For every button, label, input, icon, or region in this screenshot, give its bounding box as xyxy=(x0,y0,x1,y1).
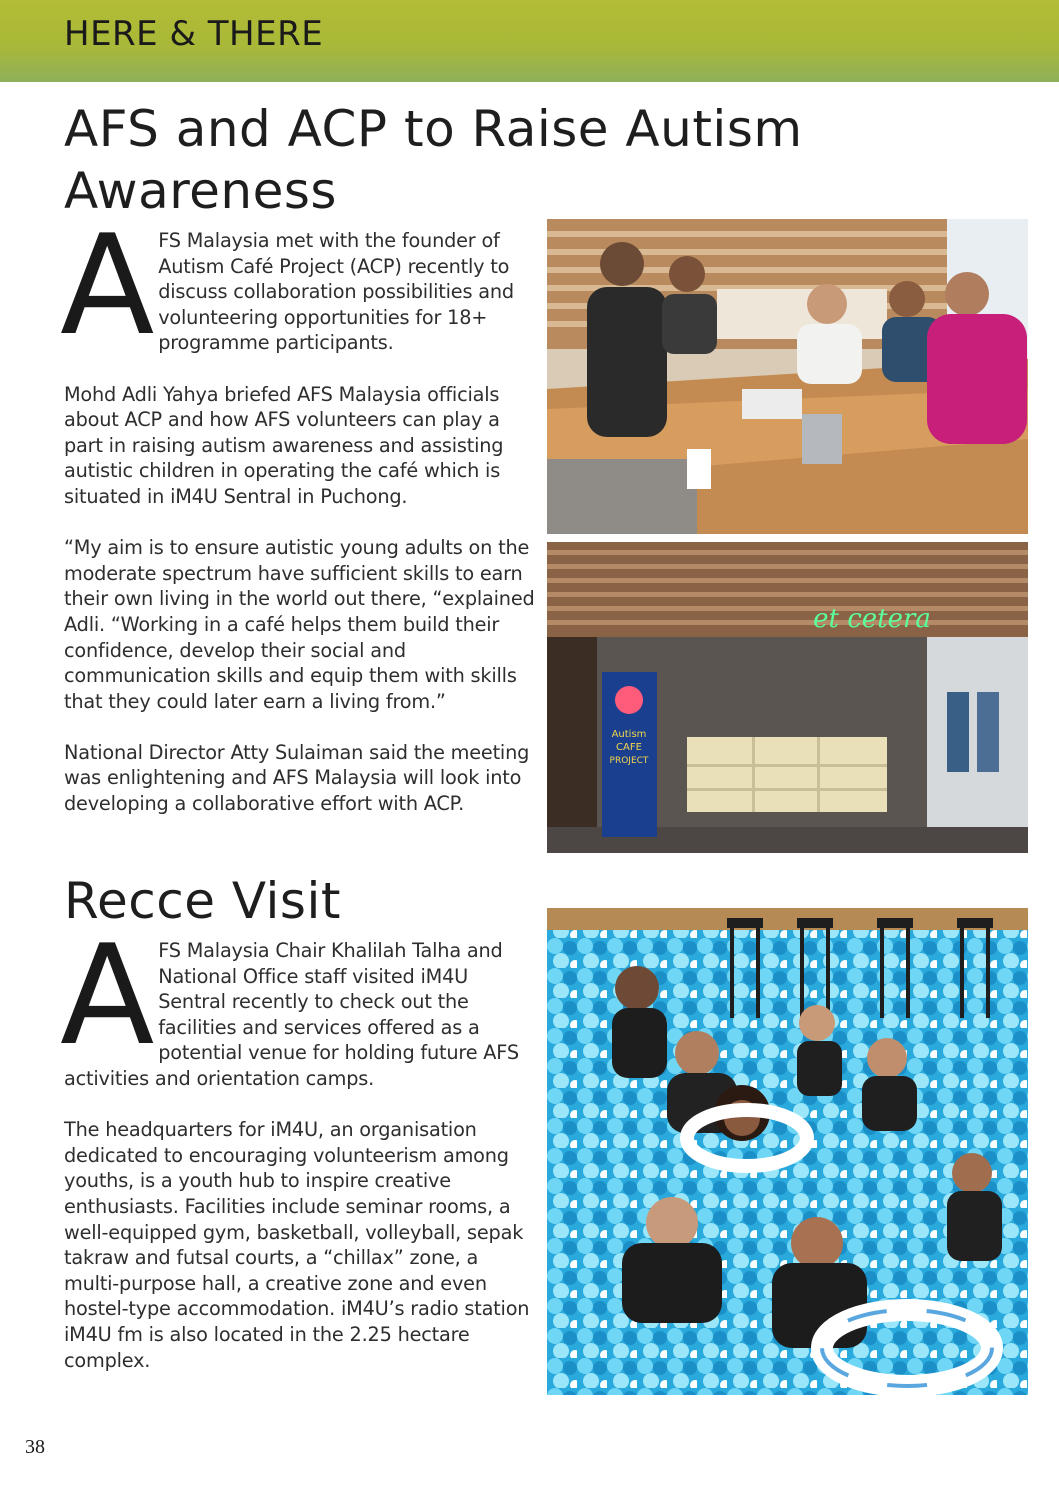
article-title-recce: Recce Visit xyxy=(64,872,341,930)
article-paragraph: The headquarters for iM4U, an organisation dedicated to encouraging volunteerism among youths, is a youth hub to inspire creative enthusiasts. Facilities include seminar rooms, a well-equipped gym, basketball, volleyball, sepak takraw and futsal courts, a “chillax” zone, a multi-purpose hall, a creative zone and even hostel-type accommodation. iM4U’s radio station iM4U fm is also located in the 2.25 hectare complex. xyxy=(64,1118,530,1372)
article-body-recce xyxy=(60,915,536,1399)
article-paragraph: National Director Atty Sulaiman said the meeting was enlightening and AFS Malaysia will look into developing a collaborative effort with ACP. xyxy=(64,740,530,816)
article-body-autism xyxy=(60,205,536,842)
banner-text-3: PROJECT xyxy=(609,756,649,766)
article-paragraph: “My aim is to ensure autistic young adults on the moderate spectrum have sufficient skills to earn their own living in the world out there, “explained Adli. “Working in a café helps them build their confidence, develop their social and communication skills and equip them with skills that they could later earn a living from.” xyxy=(64,536,535,713)
drop-cap: A xyxy=(60,915,155,1076)
neon-sign-text: et cetera xyxy=(813,604,931,634)
banner-text-1: Autism xyxy=(611,729,647,740)
photo-cafe-meeting xyxy=(547,219,1028,534)
article-paragraph: Mohd Adli Yahya briefed AFS Malaysia officials about ACP and how AFS volunteers can play a part in raising autism awareness and assisting autistic children in operating the café which is situated in iM4U Sentral in Puchong. xyxy=(64,382,504,508)
photo-cafe-storefront xyxy=(547,542,1028,853)
article-paragraph: AFS Malaysia met with the founder of Autism Café Project (ACP) recently to discuss collaboration possibilities and volunteering opportunities for 18+ programme participants. xyxy=(60,205,514,366)
drop-cap: A xyxy=(60,205,155,366)
photo-ball-pit xyxy=(547,908,1028,1395)
banner-text-2: CAFE xyxy=(616,742,642,753)
article-paragraph: AFS Malaysia Chair Khalilah Talha and National Office staff visited iM4U Sentral recently to check out the facilities and services offered as a potential venue for holding future AFS activities and orientation camps. xyxy=(60,915,519,1090)
page-number: 38 xyxy=(25,1436,45,1458)
section-label: HERE & THERE xyxy=(64,14,324,54)
article-title-autism: AFS and ACP to Raise Autism Awareness xyxy=(64,100,803,220)
